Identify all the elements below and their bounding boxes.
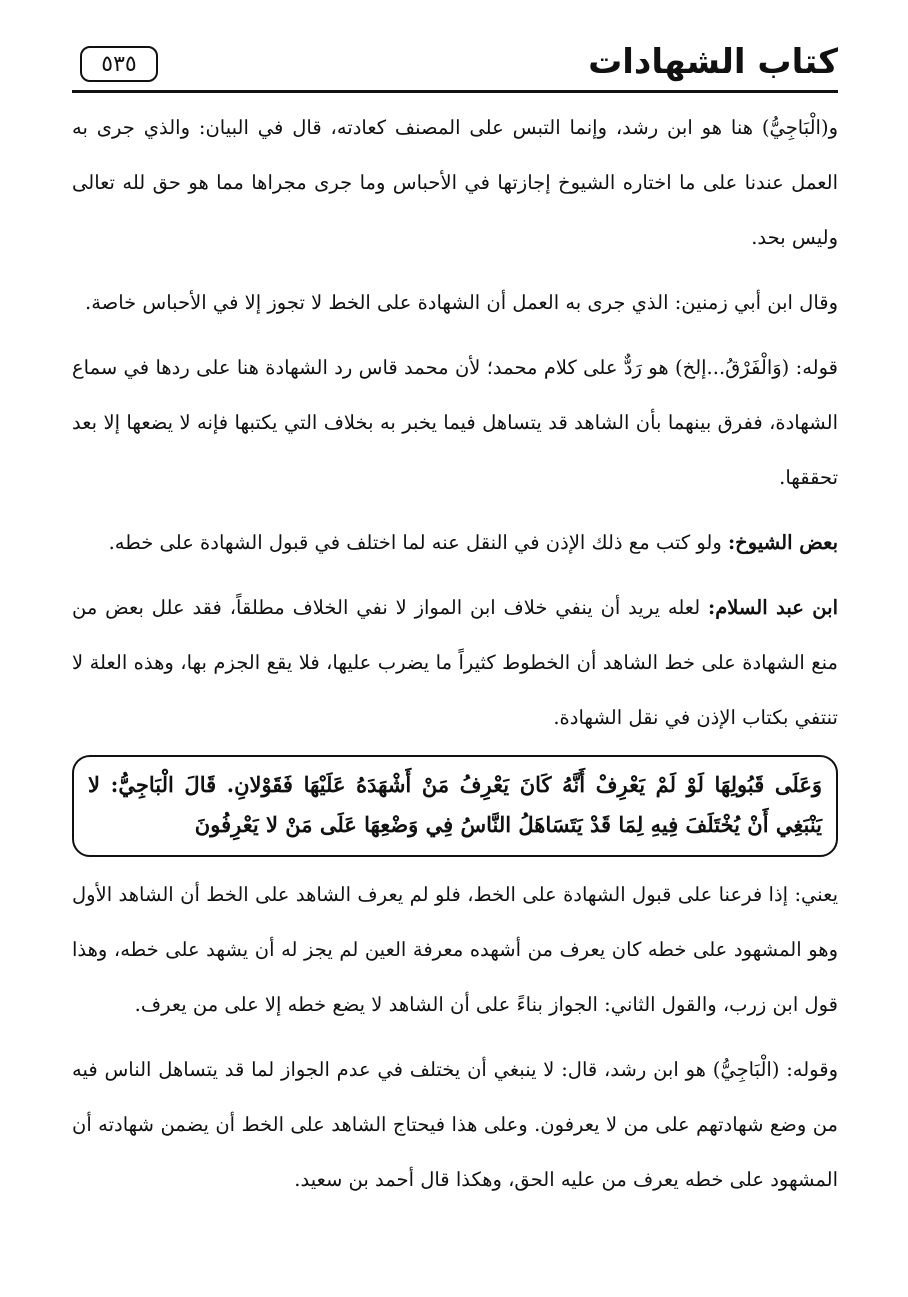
book-page — [72, 38, 838, 1217]
paragraph-text: و(الْبَاجِيُّ) هنا هو ابن رشد، وإنما التبس على المصنف كعادته، قال في البيان: والذي جرى به العمل عندنا على ما اختاره الشيوخ إجازتها في الأحباس وما جرى مجراها مما هو حق لله تعالى وليس بحد. — [72, 116, 838, 249]
paragraph-lead: بعض الشيوخ: — [727, 531, 838, 554]
page-body — [72, 100, 838, 1207]
paragraph-2 — [72, 275, 838, 330]
paragraph-lead: ابن عبد السلام: — [708, 596, 838, 619]
paragraph-text: ولو كتب مع ذلك الإذن في النقل عنه لما اختلف في قبول الشهادة على خطه. — [108, 531, 728, 554]
paragraph-1 — [72, 100, 838, 265]
paragraph-4 — [72, 515, 838, 570]
paragraph-5 — [72, 580, 838, 745]
page-header — [72, 38, 838, 94]
header-divider — [72, 90, 838, 93]
matn-text-box: وَعَلَى قَبُولِهَا لَوْ لَمْ يَعْرِفْ أَنَّهُ كَانَ يَعْرِفُ مَنْ أَشْهَدَهُ عَلَيْهَا فَقَوْلانِ. قَالَ الْبَاجِيُّ: لا يَنْبَغِي أَنْ يُخْتَلَفَ فِيهِ لِمَا قَدْ يَتَسَاهَلُ النَّاسُ فِي وَضْعِهَا عَلَى مَنْ لا يَعْرِفُونَ — [72, 755, 838, 857]
paragraph-text: قوله: (وَالْفَرْقُ...إلخ) هو رَدٌّ على كلام محمد؛ لأن محمد قاس رد الشهادة هنا على ردها في سماع الشهادة، ففرق بينهما بأن الشاهد قد يتساهل فيما يخبر به بخلاف التي يكتبها فإنه لا يضعها إلا بعد تحققها. — [72, 356, 838, 489]
chapter-title: كتاب الشهادات — [588, 42, 838, 82]
paragraph-7: وقوله: (الْبَاجِيُّ) هو ابن رشد، قال: لا ينبغي أن يختلف في عدم الجواز لما قد يتساهل الناس فيه من وضع شهادتهم على من لا يعرفون. وعلى هذا فيحتاج الشاهد على الخط أن يضمن شهادته أن المشهود على خطه يعرف من عليه الحق، وهكذا قال أحمد بن سعيد. — [72, 1058, 838, 1191]
paragraph-6: يعني: إذا فرعنا على قبول الشهادة على الخط، فلو لم يعرف الشاهد على الخط أن الشاهد الأول وهو المشهود على خطه كان يعرف من أشهده معرفة العين لم يجز له أن يشهد على خطه، وهذا قول ابن زرب، والقول الثاني: الجواز بناءً على أن الشاهد لا يضع خطه إلا على من يعرف. — [72, 883, 838, 1016]
paragraph-text: وقال ابن أبي زمنين: الذي جرى به العمل أن الشهادة على الخط لا تجوز إلا في الأحباس خاصة. — [85, 291, 838, 314]
paragraph-text: لعله يريد أن ينفي خلاف ابن المواز لا نفي الخلاف مطلقاً، فقد علل بعض من منع الشهادة على خط الشاهد أن الخطوط كثيراً ما يضرب عليها، فلا يقع الجزم بها، وهذه العلة لا تنتفي بكتاب الإذن في نقل الشهادة. — [72, 596, 838, 729]
page-number: ٥٣٥ — [80, 46, 158, 82]
paragraph-3 — [72, 340, 838, 505]
